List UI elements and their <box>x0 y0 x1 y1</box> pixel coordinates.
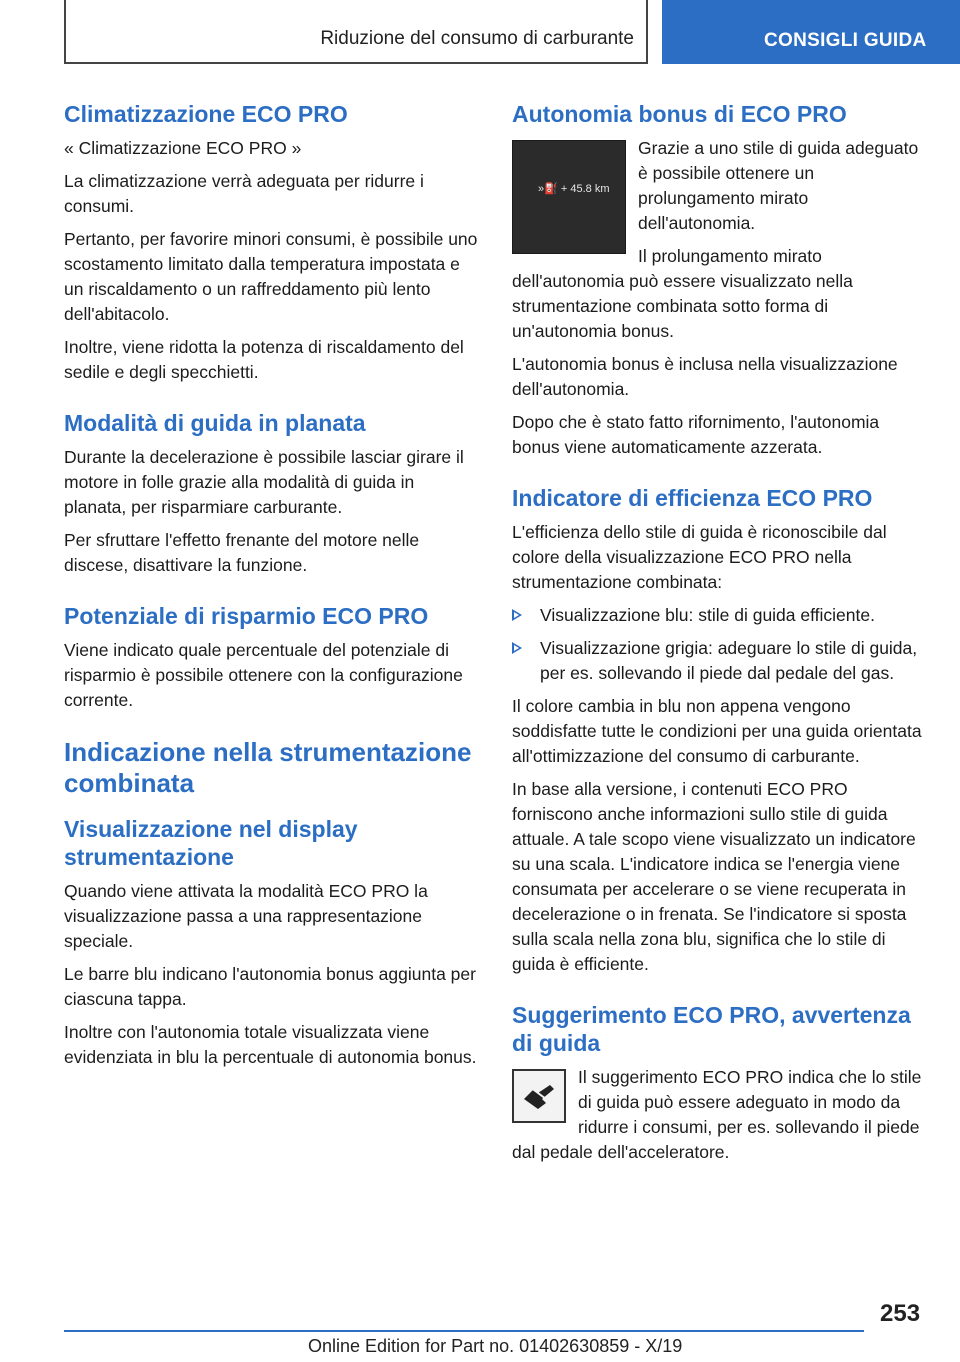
paragraph: Quando viene attivata la modalità ECO PRO la visualizzazione passa a una rappresentazione speciale. <box>64 881 428 951</box>
edition-info: Online Edition for Part no. 01402630859 - X/19 <box>308 1336 683 1356</box>
paragraph: Il prolungamento mirato dell'autonomia può essere visualizzato nella strumentazione combinata sotto forma di un'autonomia bonus. <box>512 246 853 341</box>
paragraph: Per sfruttare l'effetto frenante del motore nelle discese, disattivare la funzione. <box>64 530 420 575</box>
range-readout: »⛽ + 45.8 km <box>538 183 610 195</box>
footer-divider <box>64 1330 864 1332</box>
paragraph: Grazie a uno stile di guida adeguato è possibile ottenere un prolungamento mirato dell'autonomia. <box>638 138 919 233</box>
heading-visualizzazione: Visualizzazione nel display strumentazione <box>64 816 358 870</box>
paragraph: Le barre blu indicano l'autonomia bonus aggiunta per ciascuna tappa. <box>64 964 476 1009</box>
paragraph: In base alla versione, i contenuti ECO PRO forniscono anche informazioni sullo stile di guida attuale. A tale scopo viene visualizzato un indicatore su una scala. L'indicatore indica se l'energia viene consumata per accelerare o se viene recuperata in decelerazione o in frenata. Se l'indicatore si sposta sulla scala nella zona blu, significa che lo stile di guida è efficiente. <box>512 779 916 974</box>
eco-tip-image <box>512 1069 566 1123</box>
paragraph: « Climatizzazione ECO PRO » <box>64 138 302 158</box>
heading-climatizzazione: Climatizzazione ECO PRO <box>64 101 348 127</box>
paragraph: Inoltre con l'autonomia totale visualizzata viene evidenziata in blu la percentuale di autonomia bonus. <box>64 1022 477 1067</box>
paragraph: Dopo che è stato fatto rifornimento, l'autonomia bonus viene automaticamente azzerata. <box>512 412 880 457</box>
paragraph: L'autonomia bonus è inclusa nella visualizzazione dell'autonomia. <box>512 354 898 399</box>
bullet-list <box>512 603 928 686</box>
paragraph: L'efficienza dello stile di guida è riconoscibile dal colore della visualizzazione ECO PRO nella strumentazione combinata: <box>512 522 887 592</box>
paragraph: La climatizzazione verrà adeguata per ridurre i consumi. <box>64 171 424 216</box>
heading-efficienza: Indicatore di efficienza ECO PRO <box>512 485 873 511</box>
paragraph: Il colore cambia in blu non appena vengono soddisfatte tutte le condizioni per una guida orientata all'ottimizzazione del consumo di carburante. <box>512 696 922 766</box>
right-column <box>512 100 928 1173</box>
foot-pedal-icon <box>520 1081 558 1111</box>
display-image <box>512 140 626 254</box>
header-section-box <box>64 0 648 64</box>
triangle-bullet-icon <box>512 609 522 621</box>
paragraph: Viene indicato quale percentuale del potenziale di risparmio è possibile ottenere con la configurazione corrente. <box>64 640 463 710</box>
paragraph: Durante la decelerazione è possibile lasciar girare il motore in folle grazie alla modalità di guida in planata, per risparmiare carburante. <box>64 447 464 517</box>
triangle-bullet-icon <box>512 642 522 654</box>
list-item: Visualizzazione blu: stile di guida efficiente. <box>512 603 928 628</box>
left-column <box>64 100 479 1078</box>
paragraph: Inoltre, viene ridotta la potenza di riscaldamento del sedile e degli specchietti. <box>64 337 464 382</box>
heading-planata: Modalità di guida in planata <box>64 410 366 436</box>
chapter-tab <box>662 0 960 64</box>
page-number: 253 <box>880 1300 921 1327</box>
heading-potenziale: Potenziale di risparmio ECO PRO <box>64 603 429 629</box>
section-title: Riduzione del consumo di carburante <box>320 28 634 49</box>
list-item: Visualizzazione grigia: adeguare lo stile di guida, per es. sollevando il piede dal pedale del gas. <box>512 636 928 686</box>
heading-suggerimento: Suggerimento ECO PRO, avvertenza di guida <box>512 1002 911 1056</box>
fuel-bonus-icon: »⛽ <box>538 183 558 195</box>
paragraph: Il suggerimento ECO PRO indica che lo stile di guida può essere adeguato in modo da ridurre i consumi, per es. sollevando il piede dal pedale dell'acceleratore. <box>512 1067 922 1162</box>
chapter-tab-label: CONSIGLI GUIDA <box>764 30 927 51</box>
heading-indicazione: Indicazione nella strumentazione combinata <box>64 737 472 798</box>
paragraph: Pertanto, per favorire minori consumi, è possibile uno scostamento limitato dalla temperatura impostata e un riscaldamento o un raffreddamento più lento dell'abitacolo. <box>64 229 478 324</box>
heading-autonomia-bonus: Autonomia bonus di ECO PRO <box>512 101 847 127</box>
